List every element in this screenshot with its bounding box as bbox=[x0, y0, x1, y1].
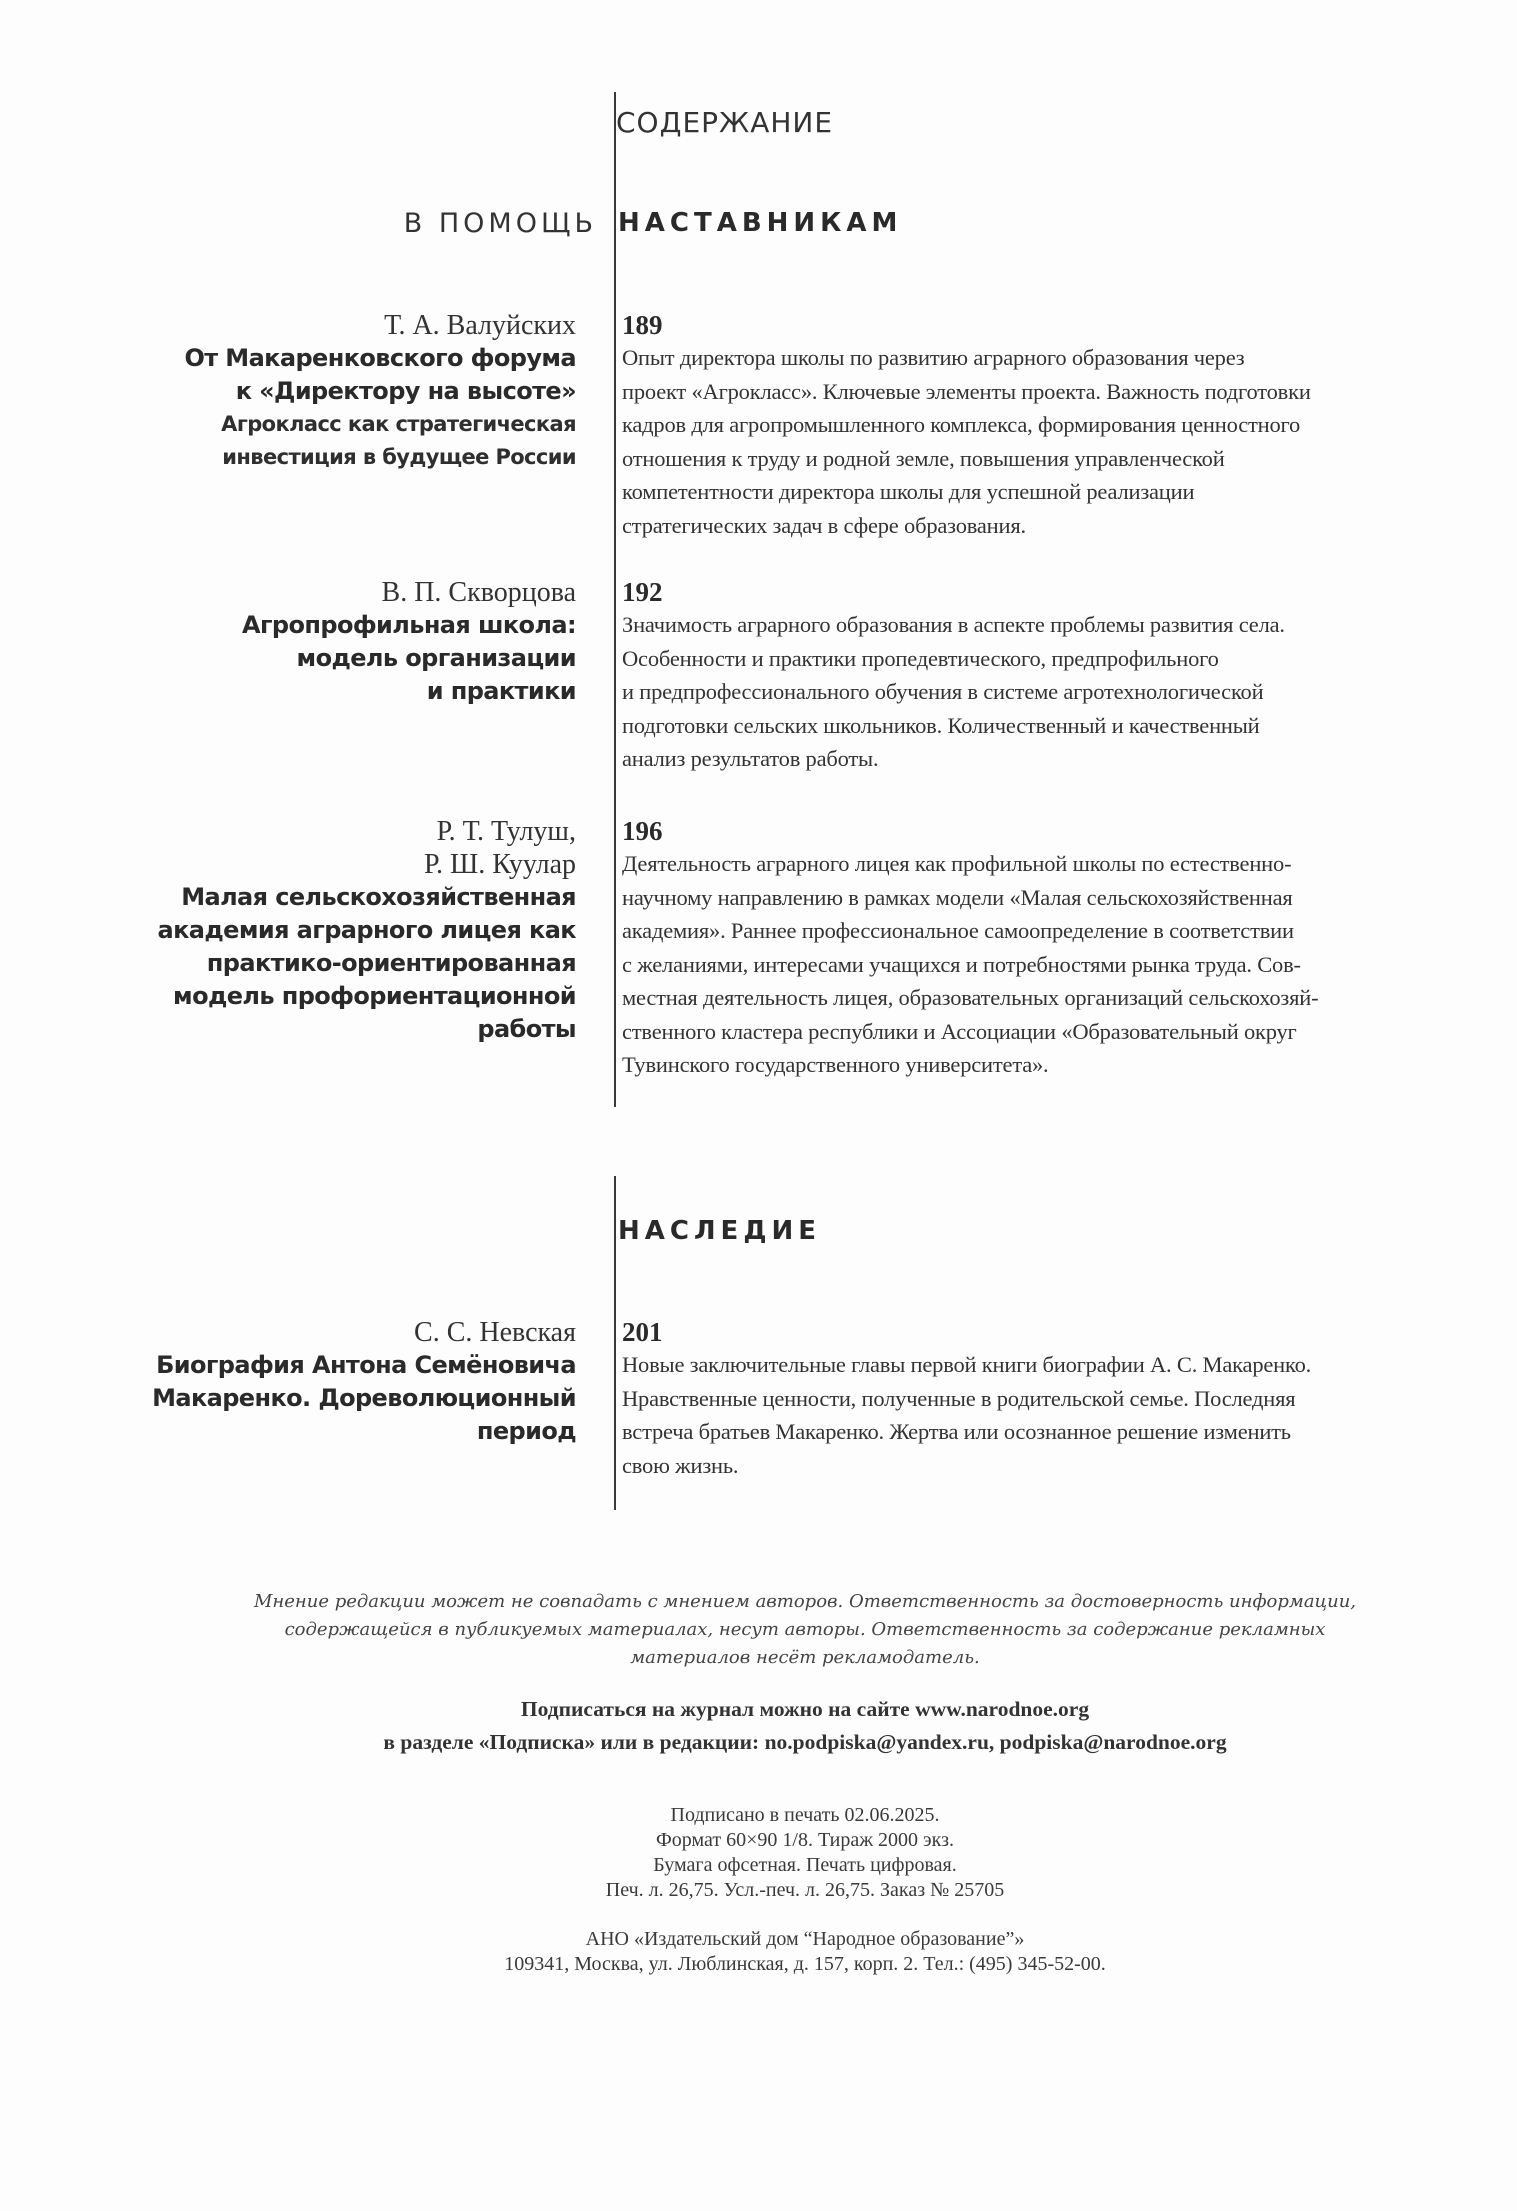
toc-entry-left bbox=[184, 309, 576, 474]
subscribe-line: Подписаться на журнал можно на сайте www.narodnoe.org bbox=[520, 1697, 1090, 1721]
toc-entry-right bbox=[622, 576, 1482, 776]
entry-author: Т. А. Валуйских bbox=[384, 310, 576, 341]
editorial-disclaimer bbox=[190, 1588, 1420, 1672]
entry-title: и практики bbox=[426, 677, 576, 705]
toc-entry-right bbox=[622, 815, 1482, 1082]
entry-page-number[interactable]: 201 bbox=[622, 1317, 663, 1347]
toc-entry-left bbox=[242, 576, 576, 708]
section-heading-right: НАСЛЕДИЕ bbox=[618, 1216, 821, 1246]
publisher-line: 109341, Москва, ул. Люблинская, д. 157, корп. 2. Тел.: (495) 345-52-00. bbox=[504, 1953, 1106, 1975]
entry-description: Деятельность аграрного лицея как профильной школы по естественно- научному направлению в рамках модели «Малая сельскохозяйственная академия». Раннее профессиональное самоопределение в соответствии с желаниями, интересами учащихся и потребностями рынка труда. Сов- местная деятельность лицея, образовательных организаций сельскохозяй- ственного кластера республики и Ассоциации «Образовательный округ Тувинского государственного университета». bbox=[622, 851, 1319, 1077]
entry-title: к «Директору на высоте» bbox=[235, 377, 576, 405]
entry-author: С. С. Невская bbox=[414, 1317, 576, 1348]
column-divider bbox=[614, 92, 616, 1107]
entry-author: Р. Ш. Куулар bbox=[423, 849, 576, 880]
publisher-line: АНО «Издательский дом “Народное образование”» bbox=[585, 1928, 1025, 1950]
toc-entry-left bbox=[158, 815, 576, 1046]
imprint-line: Формат 60×90 1/8. Тираж 2000 экз. bbox=[655, 1829, 954, 1851]
entry-author: В. П. Скворцова bbox=[381, 577, 576, 608]
entry-author: Р. Т. Тулуш, bbox=[436, 816, 576, 847]
entry-title: Биография Антона Семёновича bbox=[156, 1351, 576, 1379]
print-imprint bbox=[330, 1803, 1280, 1903]
entry-description: Новые заключительные главы первой книги биографии А. С. Макаренко. Нравственные ценности, полученные в родительской семье. Последняя встреча братьев Макаренко. Жертва или осознанное решение изменить свою жизнь. bbox=[622, 1352, 1312, 1478]
imprint-line: Бумага офсетная. Печать цифровая. bbox=[653, 1854, 957, 1876]
subscription-info bbox=[190, 1693, 1420, 1759]
entry-title: модель профориентационной bbox=[173, 982, 576, 1010]
disclaimer-line: материалов несёт рекламодатель. bbox=[630, 1647, 980, 1668]
entry-title: модель организации bbox=[296, 644, 576, 672]
toc-entry-left bbox=[152, 1316, 576, 1448]
page-title: СОДЕРЖАНИЕ bbox=[616, 106, 834, 139]
toc-entry-right bbox=[622, 1316, 1482, 1482]
column-divider bbox=[614, 1176, 616, 1510]
entry-title: практико-ориентированная bbox=[206, 949, 576, 977]
imprint-line: Подписано в печать 02.06.2025. bbox=[670, 1804, 940, 1826]
subscribe-line: в разделе «Подписка» или в редакции: no.podpiska@yandex.ru, podpiska@narodnoe.org bbox=[383, 1730, 1227, 1754]
entry-title: Агропрофильная школа: bbox=[242, 611, 576, 639]
entry-title: работы bbox=[477, 1015, 576, 1043]
toc-entry-right bbox=[622, 309, 1482, 542]
entry-title: Малая сельскохозяйственная bbox=[181, 883, 576, 911]
section-heading-right: НАСТАВНИКАМ bbox=[618, 208, 903, 238]
imprint-line: Печ. л. 26,75. Усл.-печ. л. 26,75. Заказ № 25705 bbox=[605, 1879, 1005, 1901]
entry-title: От Макаренковского форума bbox=[184, 344, 576, 372]
entry-title: Макаренко. Дореволюционный bbox=[152, 1384, 576, 1412]
entry-page-number[interactable]: 189 bbox=[622, 310, 663, 340]
entry-description: Значимость аграрного образования в аспекте проблемы развития села. Особенности и практики пропедевтического, предпрофильного и предпрофессионального обучения в системе агротехнологической подготовки сельских школьников. Количественный и качественный анализ результатов работы. bbox=[622, 612, 1285, 771]
entry-page-number[interactable]: 196 bbox=[622, 816, 663, 846]
section-heading-left: В ПОМОЩЬ bbox=[403, 208, 597, 239]
entry-title: период bbox=[476, 1417, 576, 1445]
entry-subtitle: инвестиция в будущее России bbox=[222, 445, 576, 469]
entry-subtitle: Агрокласс как стратегическая bbox=[221, 412, 576, 436]
disclaimer-line: содержащейся в публикуемых материалах, несут авторы. Ответственность за содержание рекламных bbox=[284, 1619, 1326, 1640]
publisher-info bbox=[330, 1927, 1280, 1977]
entry-page-number[interactable]: 192 bbox=[622, 577, 663, 607]
disclaimer-line: Мнение редакции может не совпадать с мнением авторов. Ответственность за достоверность информации, bbox=[253, 1591, 1357, 1612]
entry-title: академия аграрного лицея как bbox=[157, 916, 576, 944]
entry-description: Опыт директора школы по развитию аграрного образования через проект «Агрокласс». Ключевые элементы проекта. Важность подготовки кадров для агропромышленного комплекса, формирования ценностного отношения к труду и родной земле, повышения управленческой компетентности директора школы для успешной реализации стратегических задач в сфере образования. bbox=[622, 345, 1311, 538]
